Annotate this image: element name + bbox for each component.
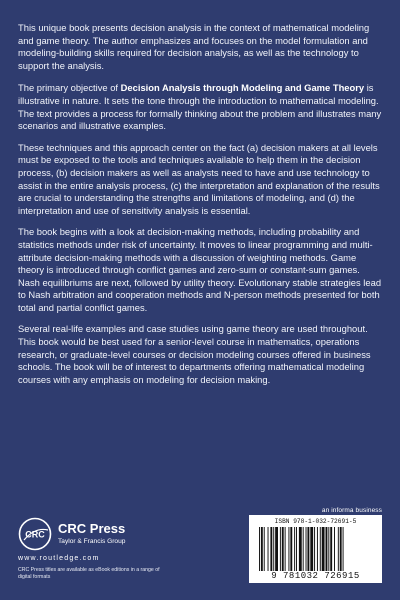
crc-logo-icon — [18, 517, 52, 551]
publisher-group: Taylor & Francis Group — [58, 538, 126, 545]
barcode-stripe — [307, 527, 309, 571]
barcode-stripe — [294, 527, 295, 571]
barcode-stripe — [326, 527, 328, 571]
book-title-bold: Decision Analysis through Modeling and Game Theory — [120, 82, 365, 94]
barcode-stripe — [334, 527, 335, 571]
blurb-paragraph-5: Several real-life examples and case studies using game theory are used throughout. This book would be best used for a senior-level course in mathematics, operations research, or graduate-level courses or decision modeling courses offered in business schools. The book will be of interest to departments offering mathematical modeling courses with any emphasis on modeling for decision making. — [18, 323, 371, 385]
publisher-name: CRC Press — [58, 521, 126, 536]
barcode-stripe — [275, 527, 278, 571]
barcode-stripe — [273, 527, 274, 571]
barcode-stripe — [320, 527, 321, 571]
back-cover-blurb — [18, 22, 382, 395]
barcode-stripe — [314, 527, 315, 571]
barcode-stripe — [288, 527, 289, 571]
barcode-stripe — [310, 527, 313, 571]
barcode-stripe — [303, 527, 304, 571]
barcode-stripe — [317, 527, 318, 571]
barcode-stripe — [338, 527, 339, 571]
barcode-stripe — [259, 527, 260, 571]
barcode-stripe — [306, 527, 307, 571]
crc-logo-lettering: CRC — [25, 529, 45, 540]
isbn-label: ISBN 978-1-032-72691-5 — [274, 518, 357, 525]
barcode-stripe — [322, 527, 325, 571]
blurb-paragraph-3: These techniques and this approach center on the fact (a) decision makers at all levels must be exposed to the tools and techniques available to help them in the decision process, (b) decision makers as well as analysts need to have and use technology to assist in the entire analysis process, (c) the interpretation and explanation of the results are crucial to understanding the strengths and limitations of modeling, and (d) the interpretation and use of sensitivity analysis is essential. — [18, 141, 380, 216]
barcode-stripe — [261, 527, 263, 571]
barcode-stripe — [328, 527, 329, 571]
blurb-p2-suffix: is illustrative in nature. It sets the tone through the introduction to mathematical modeling. The text provides a process for formally thinking about the problem and illustrates many scenarios and illustrative examples. — [18, 82, 382, 132]
barcode-stripe — [280, 527, 281, 571]
barcode-stripe — [285, 527, 286, 571]
blurb-paragraph-4: The book begins with a look at decision-making methods, including probability and statistics methods under risk of uncertainty. It moves to linear programming and multi-attribute decision-making methods with a discussion of weighting methods. Game theory is introduced through conflict games and zero-sum or constant-sum games. Nash equilibriums are next, followed by utility theory. Evolutionary stable strategies lead to Nash arbitration and cooperation methods and N-person methods presented for both total and partial conflict games. — [18, 226, 382, 313]
barcode-stripe — [299, 527, 302, 571]
barcode-stripe — [282, 527, 284, 571]
barcode-stripe — [268, 527, 269, 571]
barcode-stripe — [343, 527, 344, 571]
barcode-icon — [259, 527, 374, 571]
informa-business-tag: an informa business — [321, 507, 382, 514]
barcode-stripe — [264, 527, 265, 571]
crc-press-logo — [18, 517, 178, 551]
blurb-p2-prefix: The primary objective of — [18, 82, 121, 94]
barcode-stripe — [296, 527, 297, 571]
barcode-stripe — [340, 527, 342, 571]
barcode-stripe — [330, 527, 332, 571]
blurb-paragraph-1: This unique book presents decision analysis in the context of mathematical modeling and game theory. The author emphasizes and focuses on the model formulation and modeling-building skills required for decision analysis, as well as the technology to support the analysis. — [18, 22, 370, 71]
barcode-stripe — [270, 527, 272, 571]
blurb-paragraph-2 — [18, 82, 382, 132]
ebook-note: CRC Press titles are available as eBook editions in a range of digital formats — [18, 567, 160, 580]
barcode-stripe — [290, 527, 292, 571]
publisher-url: www.routledge.com — [18, 555, 100, 562]
barcode-panel — [249, 515, 382, 583]
barcode-number: 9 781032 726915 — [271, 571, 360, 581]
